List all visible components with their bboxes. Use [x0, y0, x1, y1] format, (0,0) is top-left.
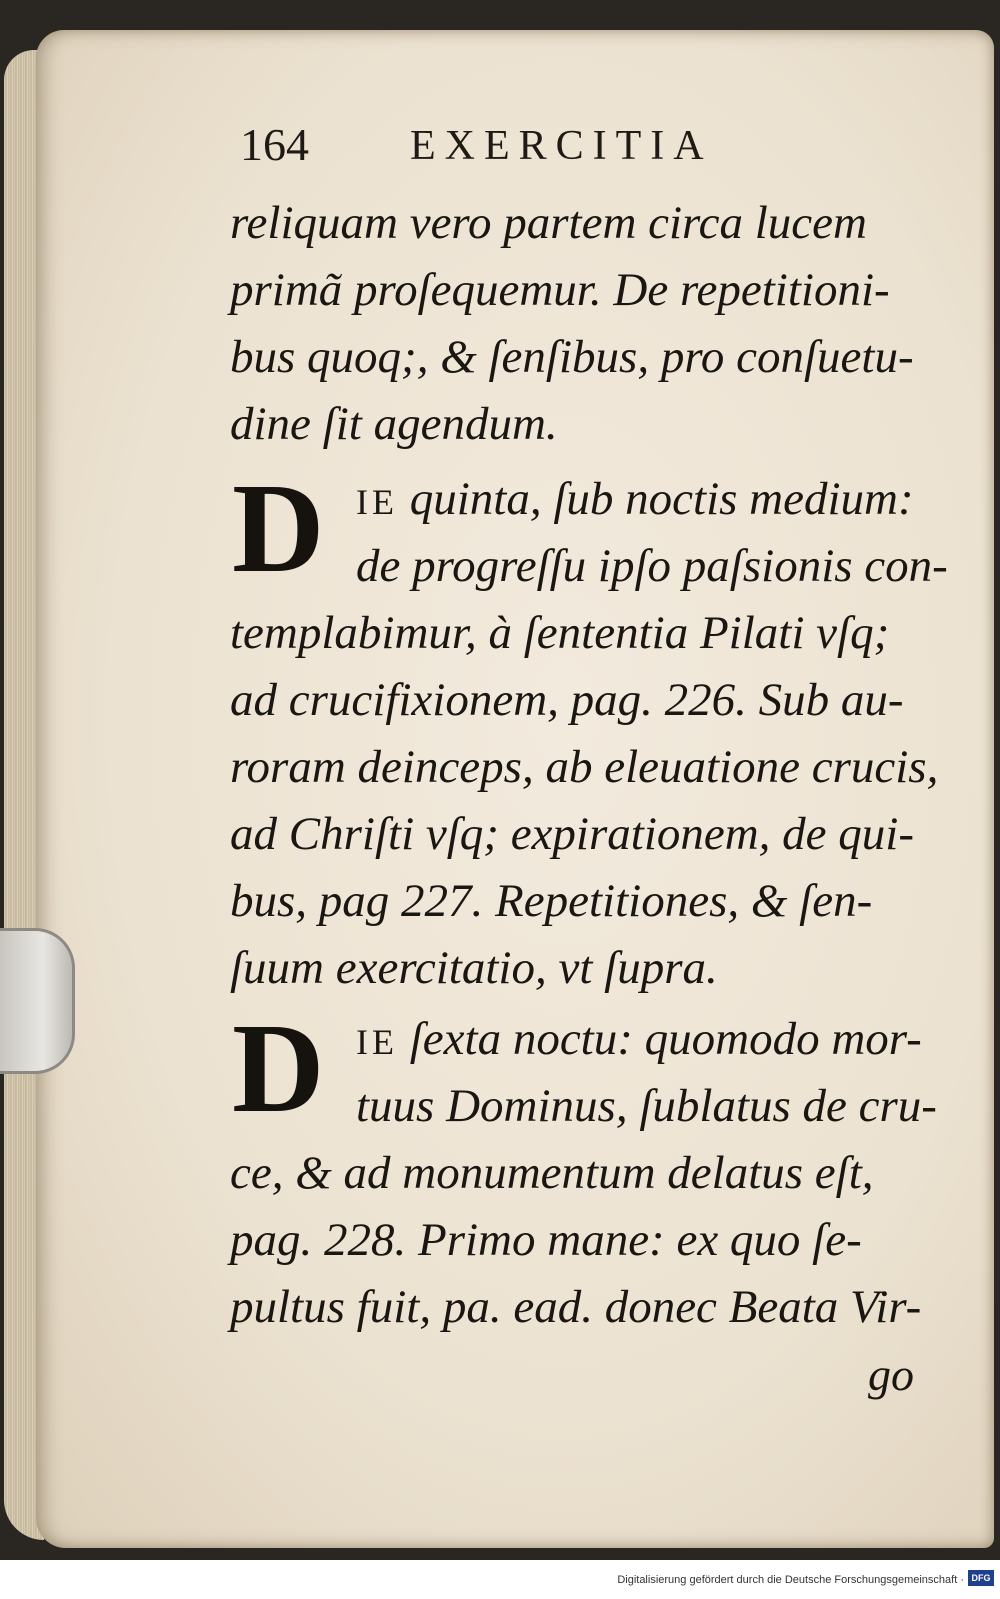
text-line: roram deinceps, ab eleuatione crucis,	[230, 741, 939, 793]
page-header	[240, 118, 860, 178]
text-line: dine ſit agendum.	[230, 398, 558, 450]
text-line: ad Chriſti vſq; expirationem, de qui-	[230, 808, 915, 860]
dfg-logo: DFG	[968, 1570, 994, 1586]
text-line: bus quoq;, & ſenſibus, pro conſuetu-	[230, 331, 914, 383]
text-line: primã proſequemur. De repetitioni-	[230, 264, 890, 316]
small-caps-word: IE	[356, 482, 398, 522]
paragraph-1	[230, 190, 930, 458]
text-line: ce, & ad monumentum delatus eſt,	[230, 1147, 874, 1199]
text-span: ſexta noctu: quomodo mor-	[409, 1013, 922, 1065]
catchword: go	[868, 1349, 914, 1400]
text-line: de progreſſu ipſo paſsionis con-	[356, 540, 948, 592]
text-line: ad crucifixionem, pag. 226. Sub au-	[230, 674, 904, 726]
text-line	[230, 1006, 930, 1073]
text-line: templabimur, à ſententia Pilati vſq;	[230, 607, 890, 659]
body-text	[230, 190, 948, 1341]
text-line: reliquam vero partem circa lucem	[230, 197, 867, 249]
text-line	[230, 466, 930, 533]
drop-cap-initial: D	[232, 997, 325, 1139]
running-title: EXERCITIA	[410, 123, 713, 169]
paragraph-2	[230, 457, 948, 1002]
funding-credit: Digitalisierung gefördert durch die Deutsche Forschungsgemeinschaft ·	[617, 1574, 964, 1586]
page-number: 164	[240, 119, 309, 170]
drop-cap-initial: D	[232, 457, 325, 599]
small-caps-word: IE	[356, 1022, 398, 1062]
text-span: quinta, ſub noctis medium:	[409, 473, 914, 525]
text-line: tuus Dominus, ſublatus de cru-	[356, 1080, 937, 1132]
text-line: bus, pag 227. Repetitiones, & ſen-	[230, 875, 873, 927]
book-clasp	[0, 928, 75, 1074]
paragraph-3	[230, 997, 937, 1341]
text-line: pag. 228. Primo mane: ex quo ſe-	[230, 1214, 862, 1266]
text-line: pultus fuit, pa. ead. donec Beata Vir-	[230, 1281, 922, 1333]
text-line: ſuum exercitatio, vt ſupra.	[230, 942, 718, 994]
